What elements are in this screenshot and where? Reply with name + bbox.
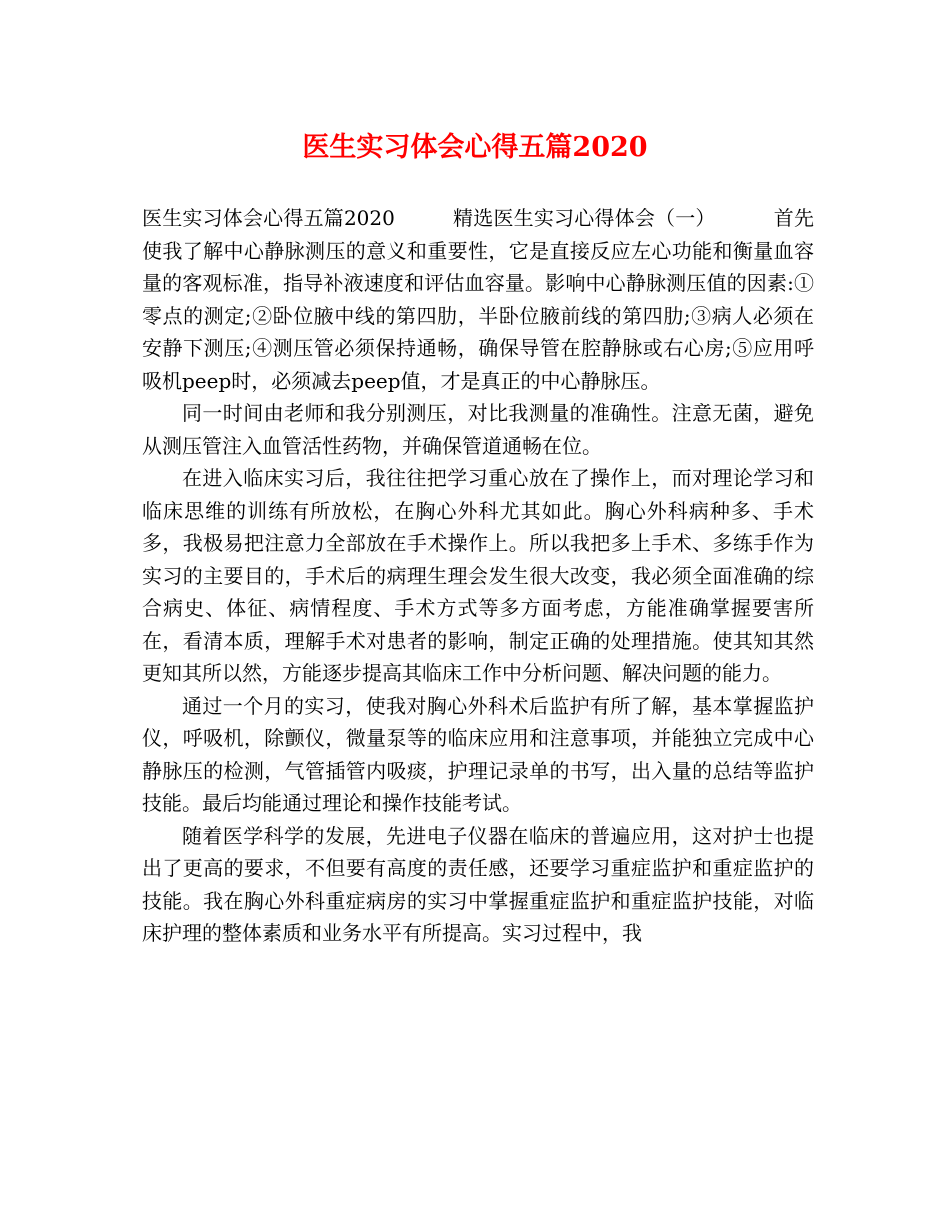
document-title: 医生实习体会心得五篇2020 (302, 132, 648, 163)
intro-subheading: 精选医生实习心得体会（一） (452, 206, 716, 230)
document-body (142, 202, 814, 950)
intro-heading: 医生实习体会心得五篇2020 (142, 206, 395, 230)
body-paragraph: 同一时间由老师和我分别测压，对比我测量的准确性。注意无菌，避免从测压管注入血管活性药物，并确保管道通畅在位。 (142, 401, 814, 458)
intro-paragraph (142, 202, 814, 397)
body-paragraph: 随着医学科学的发展，先进电子仪器在临床的普遍应用，这对护士也提出了更高的要求，不但要有高度的责任感，还要学习重症监护和重症监护的技能。我在胸心外科重症病房的实习中掌握重症监护和重症监护技能，对临床护理的整体素质和业务水平有所提高。实习过程中，我 (142, 823, 814, 945)
intro-body-text: 首先使我了解中心静脉测压的意义和重要性，它是直接反应左心功能和衡量血容量的客观标准，指导补液速度和评估血容量。影响中心静脉测压值的因素:①零点的测定;②卧位腋中线的第四肋，半卧位腋前线的第四肋;③病人必须在安静下测压;④测压管必须保持通畅，确保导管在腔静脉或右心房;⑤应用呼吸机peep时，必须减去peep值，才是真正的中心静脉压。 (142, 206, 815, 393)
body-paragraph: 通过一个月的实习，使我对胸心外科术后监护有所了解，基本掌握监护仪，呼吸机，除颤仪，微量泵等的临床应用和注意事项，并能独立完成中心静脉压的检测，气管插管内吸痰，护理记录单的书写，出入量的总结等监护技能。最后均能通过理论和操作技能考试。 (142, 693, 814, 815)
body-paragraph: 在进入临床实习后，我往往把学习重心放在了操作上，而对理论学习和临床思维的训练有所放松，在胸心外科尤其如此。胸心外科病种多、手术多，我极易把注意力全部放在手术操作上。所以我把多上手术、多练手作为实习的主要目的，手术后的病理生理会发生很大改变，我必须全面准确的综合病史、体征、病情程度、手术方式等多方面考虑，方能准确掌握要害所在，看清本质，理解手术对患者的影响，制定正确的处理措施。使其知其然更知其所以然，方能逐步提高其临床工作中分析问题、解决问题的能力。 (142, 466, 814, 685)
